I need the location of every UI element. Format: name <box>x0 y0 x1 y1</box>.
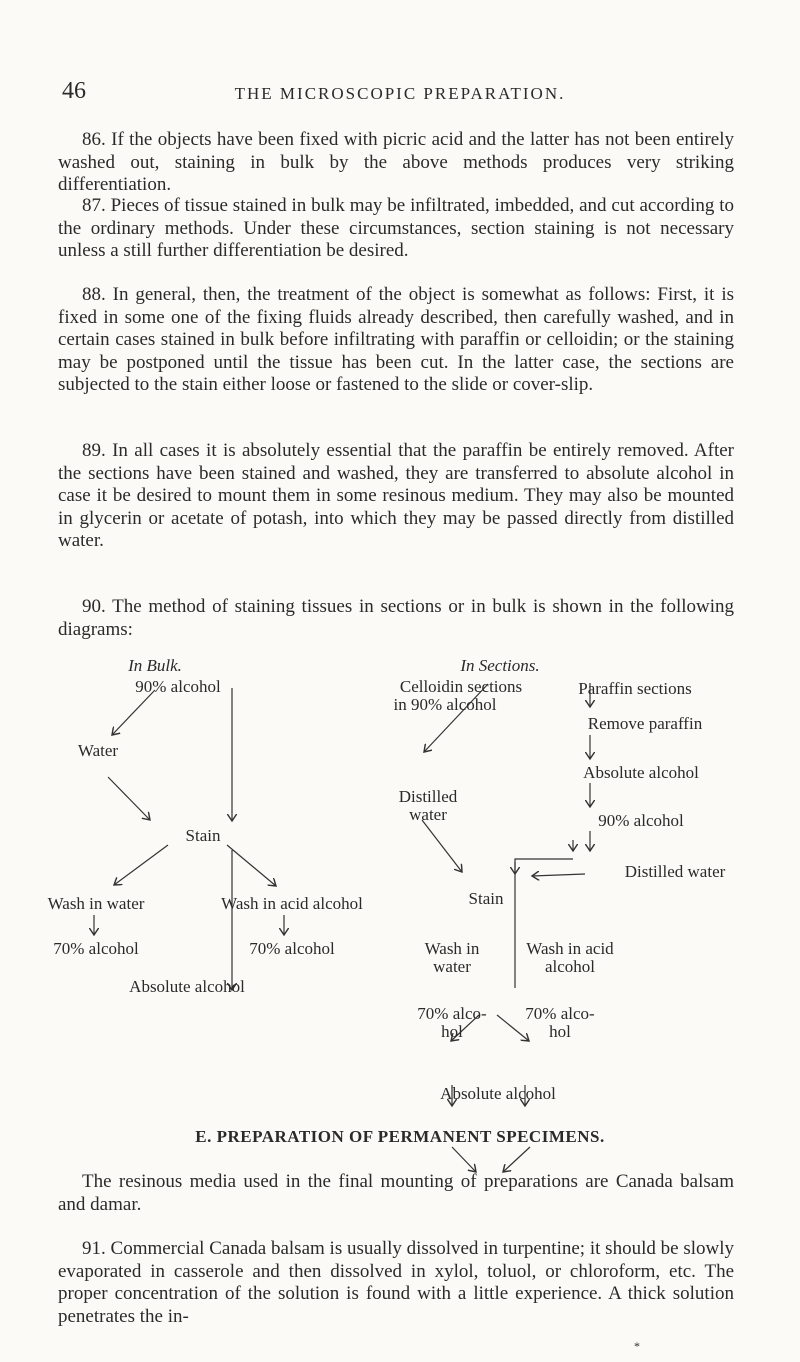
paragraph-86: 86. If the objects have been fixed with picric acid and the latter has not been entirely washed out, staining in bulk by the above methods produces very striking differentiation. <box>58 129 734 195</box>
paragraph-87: 87. Pieces of tissue stained in bulk may be infiltrated, imbedded, and cut according to the ordinary methods. Under these circumstances, section staining is not necessary unless a still further differentiation be desired. <box>58 195 734 261</box>
paragraph-resinous-media: The resinous media used in the final mounting of preparations are Canada balsam and damar. <box>58 1171 734 1215</box>
sections-90-alcohol: 90% alcohol <box>598 811 684 830</box>
paragraph-91: 91. Commercial Canada balsam is usually dissolved in turpentine; it should be slowly evaporated in casserole and then dissolved in xylol, toluol, or chloroform, etc. The proper concentration of the solution is found with a little experience. A thick solution penetrates the in- <box>58 1238 734 1327</box>
sections-wash-water-1: Wash in <box>424 939 480 958</box>
sections-70-right-2: hol <box>549 1022 571 1041</box>
sections-remove-paraffin: Remove paraffin <box>587 714 703 733</box>
bulk-90-alcohol: 90% alcohol <box>135 677 221 696</box>
bulk-stain: Stain <box>185 826 221 845</box>
footer-mark: * <box>634 1339 640 1353</box>
sections-paraffin: Paraffin sections <box>578 679 692 698</box>
sections-70-right-1: 70% alco- <box>525 1004 595 1023</box>
sections-70-left-2: hol <box>441 1022 463 1041</box>
sections-wash-acid-2: alcohol <box>544 957 596 976</box>
paragraph-90: 90. The method of staining tissues in sections or in bulk is shown in the following diagrams: <box>58 596 734 640</box>
sections-celloidin-alcohol: in 90% alcohol <box>393 695 497 714</box>
sections-70-left-1: 70% alco- <box>417 1004 487 1023</box>
sections-absolute: Absolute alcohol <box>440 1084 556 1103</box>
sections-distilled-right: Distilled water <box>624 862 726 881</box>
paragraph-89: 89. In all cases it is absolutely essential that the paraffin be entirely removed. After the sections have been stained and washed, they are transferred to absolute alcohol in case it be desired to mount them in some resinous medium. They may also be mounted in glycerin or acetate of potash, into which they may be passed directly from distilled water. <box>58 440 734 551</box>
sections-celloidin: Celloidin sections <box>399 677 523 696</box>
sections-stain: Stain <box>468 889 504 908</box>
sections-wash-water-2: water <box>433 957 471 976</box>
bulk-70-alcohol-right: 70% alcohol <box>249 939 335 958</box>
bulk-70-alcohol-left: 70% alcohol <box>53 939 139 958</box>
sections-distilled-left-1: Distilled <box>398 787 458 806</box>
bulk-water: Water <box>77 741 119 760</box>
bulk-title: In Bulk. <box>128 656 182 675</box>
running-title: THE MICROSCOPIC PREPARATION. <box>234 84 566 103</box>
sections-absolute-alcohol: Absolute alcohol <box>583 763 699 782</box>
sections-distilled-left-2: water <box>409 805 447 824</box>
sections-wash-acid-1: Wash in acid <box>526 939 614 958</box>
page-number: 46 <box>62 78 86 104</box>
sections-title: In Sections. <box>460 656 540 675</box>
bulk-wash-water: Wash in water <box>47 894 145 913</box>
section-heading: E. PREPARATION OF PERMANENT SPECIMENS. <box>195 1127 605 1146</box>
paragraph-88: 88. In general, then, the treatment of the object is somewhat as follows: First, it is fixed in some one of the fixing fluids already described, then carefully washed, and in certain cases stained in bulk before infiltrating with paraffin or celloidin; or the staining may be postponed until the tissue has been cut. In the latter case, the sections are subjected to the stain either loose or fastened to the slide or cover-slip. <box>58 284 734 395</box>
bulk-wash-acid: Wash in acid alcohol <box>221 894 363 913</box>
bulk-absolute-alcohol: Absolute alcohol <box>129 977 245 996</box>
